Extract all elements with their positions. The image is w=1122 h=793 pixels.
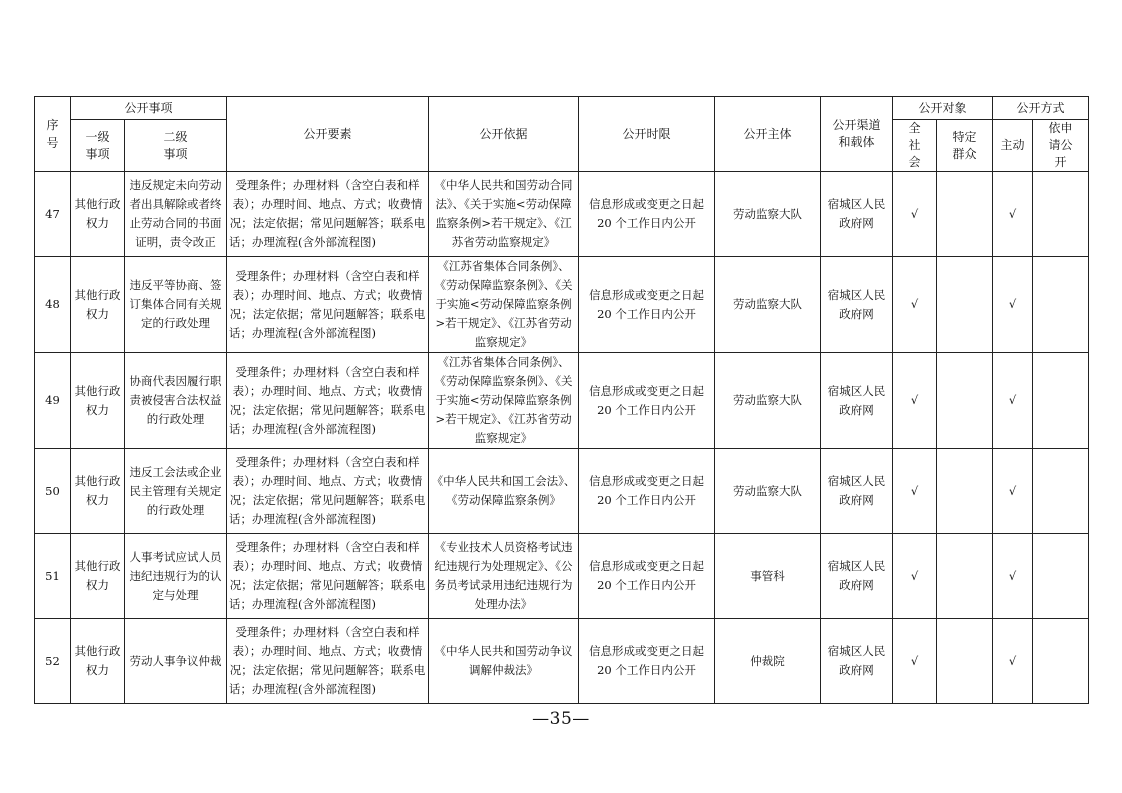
cell-elements: 受理条件；办理材料（含空白表和样表）；办理时间、地点、方式；收费情况；法定依据；常见问题解答；联系电话；办理流程(含外部流程图)	[227, 449, 429, 534]
header-audience-specific: 特定群众	[937, 120, 993, 172]
cell-audience-all: √	[893, 619, 937, 704]
cell-subject: 劳动监察大队	[715, 449, 821, 534]
cell-basis: 《专业技术人员资格考试违纪违规行为处理规定》、《公务员考试录用违纪违规行为处理办法》	[429, 534, 579, 619]
header-subject: 公开主体	[715, 97, 821, 172]
cell-seq: 48	[35, 257, 71, 353]
cell-seq: 50	[35, 449, 71, 534]
cell-level1: 其他行政权力	[71, 619, 125, 704]
cell-level1: 其他行政权力	[71, 353, 125, 449]
cell-channel: 宿城区人民政府网	[821, 619, 893, 704]
cell-subject: 事管科	[715, 534, 821, 619]
cell-subject: 劳动监察大队	[715, 172, 821, 257]
cell-audience-all: √	[893, 449, 937, 534]
header-audience: 公开对象	[893, 97, 993, 120]
table-row	[35, 619, 1089, 704]
header-basis: 公开依据	[429, 97, 579, 172]
table-row	[35, 257, 1089, 353]
header-channel: 公开渠道和载体	[821, 97, 893, 172]
cell-basis: 《江苏省集体合同条例》、《劳动保障监察条例》、《关于实施<劳动保障监察条例>若干规定》、《江苏省劳动监察规定》	[429, 353, 579, 449]
cell-elements: 受理条件；办理材料（含空白表和样表）；办理时间、地点、方式；收费情况；法定依据；常见问题解答；联系电话；办理流程(含外部流程图)	[227, 353, 429, 449]
cell-audience-specific	[937, 534, 993, 619]
cell-method-active: √	[993, 449, 1033, 534]
header-level2: 二级事项	[125, 120, 227, 172]
cell-level2: 违反规定未向劳动者出具解除或者终止劳动合同的书面证明，责令改正	[125, 172, 227, 257]
cell-method-request	[1033, 449, 1089, 534]
cell-method-active: √	[993, 619, 1033, 704]
header-time-limit: 公开时限	[579, 97, 715, 172]
table-row	[35, 172, 1089, 257]
cell-time-limit: 信息形成或变更之日起 20 个工作日内公开	[579, 619, 715, 704]
cell-audience-all: √	[893, 257, 937, 353]
cell-method-request	[1033, 619, 1089, 704]
cell-level2: 劳动人事争议仲裁	[125, 619, 227, 704]
cell-audience-all: √	[893, 172, 937, 257]
page-number: —35—	[532, 709, 590, 729]
cell-audience-specific	[937, 172, 993, 257]
cell-channel: 宿城区人民政府网	[821, 257, 893, 353]
cell-level2: 协商代表因履行职责被侵害合法权益的行政处理	[125, 353, 227, 449]
disclosure-table	[34, 96, 1089, 704]
table-row	[35, 534, 1089, 619]
header-seq: 序号	[35, 97, 71, 172]
cell-basis: 《中华人民共和国劳动合同法》、《关于实施<劳动保障监察条例>若干规定》、《江苏省劳动监察规定》	[429, 172, 579, 257]
cell-level2: 人事考试应试人员违纪违规行为的认定与处理	[125, 534, 227, 619]
cell-method-active: √	[993, 172, 1033, 257]
header-elements: 公开要素	[227, 97, 429, 172]
cell-method-active: √	[993, 257, 1033, 353]
cell-method-request	[1033, 172, 1089, 257]
cell-seq: 47	[35, 172, 71, 257]
cell-audience-specific	[937, 619, 993, 704]
cell-level1: 其他行政权力	[71, 449, 125, 534]
cell-method-active: √	[993, 353, 1033, 449]
header-method-request: 依申请公开	[1033, 120, 1089, 172]
cell-seq: 52	[35, 619, 71, 704]
cell-subject: 劳动监察大队	[715, 353, 821, 449]
cell-level1: 其他行政权力	[71, 172, 125, 257]
cell-audience-specific	[937, 449, 993, 534]
cell-time-limit: 信息形成或变更之日起 20 个工作日内公开	[579, 449, 715, 534]
cell-elements: 受理条件；办理材料（含空白表和样表）；办理时间、地点、方式；收费情况；法定依据；常见问题解答；联系电话；办理流程(含外部流程图)	[227, 172, 429, 257]
cell-audience-specific	[937, 353, 993, 449]
cell-channel: 宿城区人民政府网	[821, 449, 893, 534]
cell-method-request	[1033, 534, 1089, 619]
cell-time-limit: 信息形成或变更之日起 20 个工作日内公开	[579, 534, 715, 619]
cell-audience-specific	[937, 257, 993, 353]
header-audience-all: 全社会	[893, 120, 937, 172]
header-method-active: 主动	[993, 120, 1033, 172]
cell-seq: 49	[35, 353, 71, 449]
cell-elements: 受理条件；办理材料（含空白表和样表）；办理时间、地点、方式；收费情况；法定依据；常见问题解答；联系电话；办理流程(含外部流程图)	[227, 257, 429, 353]
cell-seq: 51	[35, 534, 71, 619]
cell-method-active: √	[993, 534, 1033, 619]
cell-basis: 《中华人民共和国工会法》、《劳动保障监察条例》	[429, 449, 579, 534]
cell-elements: 受理条件；办理材料（含空白表和样表）；办理时间、地点、方式；收费情况；法定依据；常见问题解答；联系电话；办理流程(含外部流程图)	[227, 619, 429, 704]
cell-subject: 劳动监察大队	[715, 257, 821, 353]
cell-level2: 违反工会法或企业民主管理有关规定的行政处理	[125, 449, 227, 534]
cell-time-limit: 信息形成或变更之日起 20 个工作日内公开	[579, 172, 715, 257]
cell-level2: 违反平等协商、签订集体合同有关规定的行政处理	[125, 257, 227, 353]
table-row	[35, 353, 1089, 449]
cell-method-request	[1033, 353, 1089, 449]
cell-elements: 受理条件；办理材料（含空白表和样表）；办理时间、地点、方式；收费情况；法定依据；常见问题解答；联系电话；办理流程(含外部流程图)	[227, 534, 429, 619]
cell-time-limit: 信息形成或变更之日起 20 个工作日内公开	[579, 257, 715, 353]
cell-channel: 宿城区人民政府网	[821, 353, 893, 449]
cell-audience-all: √	[893, 534, 937, 619]
cell-basis: 《中华人民共和国劳动争议调解仲裁法》	[429, 619, 579, 704]
cell-level1: 其他行政权力	[71, 534, 125, 619]
table-header	[35, 97, 1089, 172]
header-method: 公开方式	[993, 97, 1089, 120]
cell-channel: 宿城区人民政府网	[821, 172, 893, 257]
table-row	[35, 449, 1089, 534]
cell-time-limit: 信息形成或变更之日起 20 个工作日内公开	[579, 353, 715, 449]
header-level1: 一级事项	[71, 120, 125, 172]
cell-channel: 宿城区人民政府网	[821, 534, 893, 619]
cell-level1: 其他行政权力	[71, 257, 125, 353]
cell-subject: 仲裁院	[715, 619, 821, 704]
header-items: 公开事项	[71, 97, 227, 120]
cell-audience-all: √	[893, 353, 937, 449]
cell-method-request	[1033, 257, 1089, 353]
cell-basis: 《江苏省集体合同条例》、《劳动保障监察条例》、《关于实施<劳动保障监察条例>若干规定》、《江苏省劳动监察规定》	[429, 257, 579, 353]
